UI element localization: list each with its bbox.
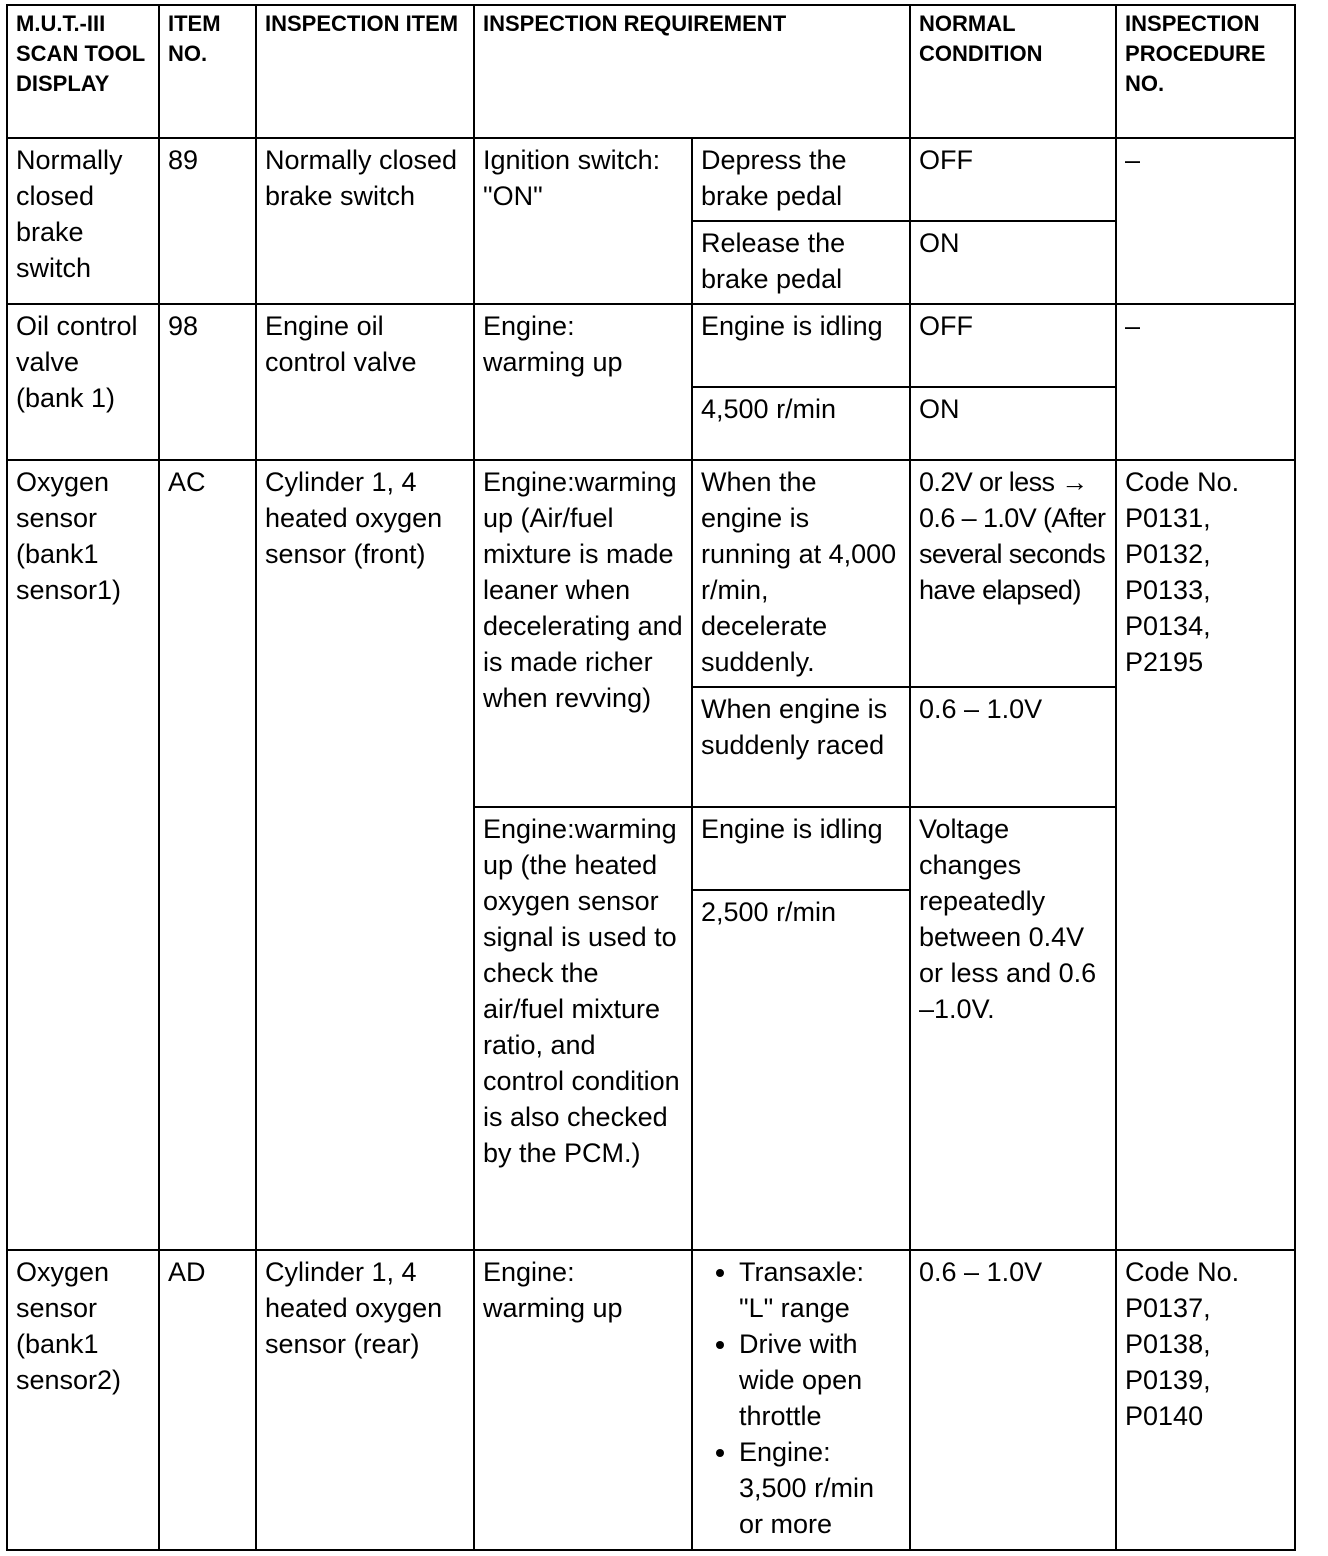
- requirement-cell: Engine:warming up (Air/fuel mixture is made leaner when decelerating and is made richer when revving): [474, 460, 692, 807]
- sub-condition-cell: Engine is idling: [692, 807, 910, 890]
- sub-condition-cell: 2,500 r/min: [692, 890, 910, 1250]
- table-row: [7, 304, 1295, 387]
- item-no-cell: 89: [159, 138, 256, 304]
- item-no-cell: AC: [159, 460, 256, 1250]
- table-row: [7, 460, 1295, 687]
- bullet-list-cell: [692, 1250, 910, 1550]
- requirement-cell: Engine: warming up: [474, 1250, 692, 1550]
- header-inspection-item: INSPECTION ITEM: [256, 5, 474, 138]
- header-procedure-no: INSPECTION PROCEDURE NO.: [1116, 5, 1295, 138]
- bullet-list: [701, 1254, 901, 1542]
- table-row: [7, 1250, 1295, 1550]
- item-cell: Cylinder 1, 4 heated oxygen sensor (front): [256, 460, 474, 1250]
- normal-cell: OFF: [910, 304, 1116, 387]
- normal-cell: ON: [910, 387, 1116, 460]
- sub-condition-cell: Release the brake pedal: [692, 221, 910, 304]
- procedure-cell: Code No. P0131, P0132, P0133, P0134, P2195: [1116, 460, 1295, 1250]
- item-no-cell: AD: [159, 1250, 256, 1550]
- requirement-cell: Engine:warming up (the heated oxygen sensor signal is used to check the air/fuel mixture ratio, and control condition is also checked by the PCM.): [474, 807, 692, 1250]
- sub-condition-cell: Depress the brake pedal: [692, 138, 910, 221]
- header-normal-condition: NORMAL CONDITION: [910, 5, 1116, 138]
- item-cell: Normally closed brake switch: [256, 138, 474, 304]
- procedure-cell: Code No. P0137, P0138, P0139, P0140: [1116, 1250, 1295, 1550]
- display-cell: Oxygen sensor (bank1 sensor1): [7, 460, 159, 1250]
- requirement-cell: Ignition switch: "ON": [474, 138, 692, 304]
- item-no-cell: 98: [159, 304, 256, 460]
- display-cell: Oxygen sensor (bank1 sensor2): [7, 1250, 159, 1550]
- normal-cell: 0.6 – 1.0V: [910, 1250, 1116, 1550]
- header-display: M.U.T.-III SCAN TOOL DISPLAY: [7, 5, 159, 138]
- normal-cell: 0.6 – 1.0V: [910, 687, 1116, 807]
- list-item: • Engine: 3,500 r/min or more: [739, 1434, 901, 1542]
- normal-cell: Voltage changes repeatedly between 0.4V or less and 0.6 –1.0V.: [910, 807, 1116, 1250]
- list-item: • Transaxle: "L" range: [739, 1254, 901, 1326]
- header-item-no: ITEM NO.: [159, 5, 256, 138]
- requirement-cell: Engine: warming up: [474, 304, 692, 460]
- item-cell: Engine oil control valve: [256, 304, 474, 460]
- table-row: [7, 138, 1295, 221]
- list-item: • Drive with wide open throttle: [739, 1326, 901, 1434]
- inspection-table: [6, 4, 1296, 1551]
- header-inspection-requirement: INSPECTION REQUIREMENT: [474, 5, 910, 138]
- normal-cell: ON: [910, 221, 1116, 304]
- header-row: [7, 5, 1295, 138]
- procedure-cell: –: [1116, 304, 1295, 460]
- item-cell: Cylinder 1, 4 heated oxygen sensor (rear): [256, 1250, 474, 1550]
- sub-condition-cell: 4,500 r/min: [692, 387, 910, 460]
- display-cell: Oil control valve (bank 1): [7, 304, 159, 460]
- normal-cell: 0.2V or less → 0.6 – 1.0V (After several seconds have elapsed): [910, 460, 1116, 687]
- display-cell: Normally closed brake switch: [7, 138, 159, 304]
- sub-condition-cell: When the engine is running at 4,000 r/min, decelerate suddenly.: [692, 460, 910, 687]
- sub-condition-cell: Engine is idling: [692, 304, 910, 387]
- sub-condition-cell: When engine is suddenly raced: [692, 687, 910, 807]
- normal-cell: OFF: [910, 138, 1116, 221]
- procedure-cell: –: [1116, 138, 1295, 304]
